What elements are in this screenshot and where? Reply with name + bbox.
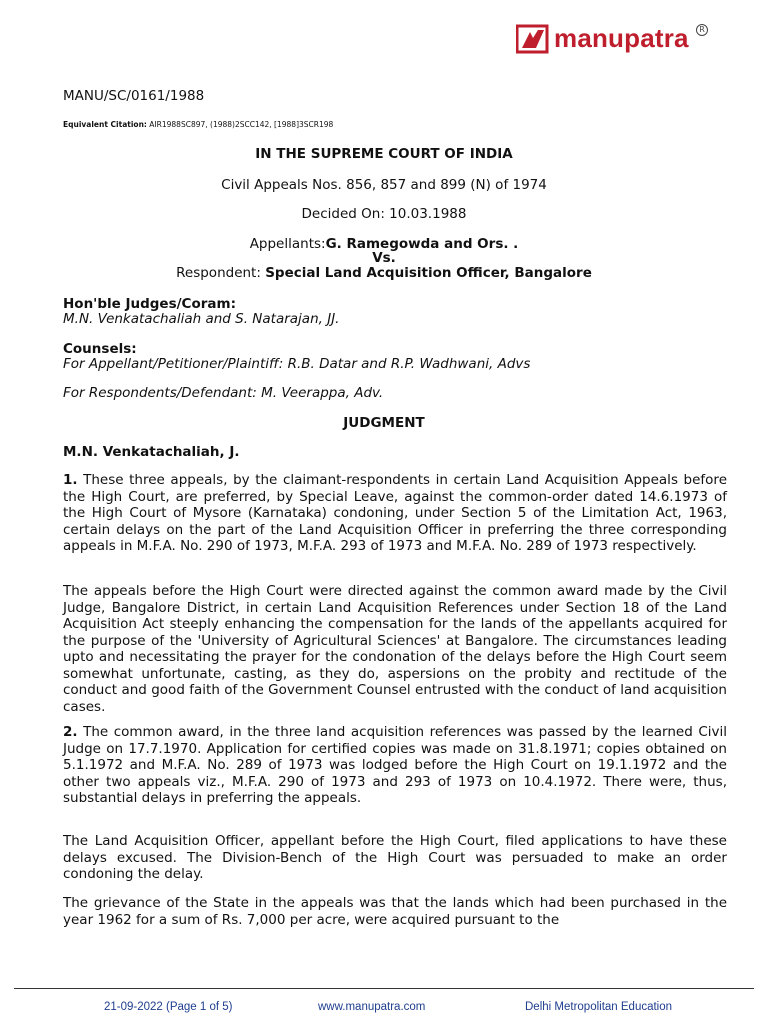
paragraph-text: The appeals before the High Court were directed against the common award made by the Civil Judge, Bangalore District, in certain Land Acquisition References under Section 18 of the Land Acquisition Act steeply enhancing the compensation for the lands of the appellants acquired for the purpose of the 'University of Agricultural Sciences' at Bangalore. The circumstances leading upto and necessitating the prayer for the condonation of the delays before the High Court seem somewhat unfortunate, casting, as they do, aspersions on the probity and rectitude of the conduct and good faith of the Government Counsel entrusted with the conduct of land acquisition cases. [63, 583, 727, 715]
manupatra-logo [516, 22, 711, 62]
paragraph-3 [63, 724, 727, 807]
appellants-name: G. Ramegowda and Ors. . [325, 236, 519, 252]
footer-date-page: 21-09-2022 (Page 1 of 5) [104, 1001, 233, 1013]
respondent-label: Respondent: [176, 265, 266, 281]
judgment-heading: JUDGMENT [343, 415, 425, 431]
paragraph-text: The common award, in the three land acquisition references was passed by the learned Civil Judge on 17.7.1970. Application for certified copies was made on 31.8.1971; copies obtained on 5.1.1972 and M.F.A. No. 289 of 1973 was lodged before the High Court on 19.1.1972 and the other two appeals viz., M.F.A. 290 of 1973 and 293 of 1973 on 10.4.1972. There were, thus, substantial delays in preferring the appeals. [63, 724, 727, 806]
footer-url[interactable]: www.manupatra.com [318, 1001, 426, 1013]
appellants-label: Appellants: [249, 236, 326, 252]
manu-citation: MANU/SC/0161/1988 [63, 88, 205, 104]
paragraph-2 [63, 583, 727, 715]
judges-names: M.N. Venkatachaliah and S. Natarajan, JJ. [63, 311, 340, 327]
judgment-author: M.N. Venkatachaliah, J. [63, 444, 240, 460]
paragraph-5 [63, 895, 727, 928]
brand-name: manupatra [554, 23, 689, 53]
equivalent-citation-value: AIR1988SC897, (1988)2SCC142, [1988]3SCR198 [146, 120, 334, 129]
counsels-heading: Counsels: [63, 341, 137, 357]
manupatra-logo-mark-icon [516, 24, 550, 54]
paragraph-4 [63, 833, 727, 883]
paragraph-number: 2. [63, 724, 78, 740]
judges-heading: Hon'ble Judges/Coram: [63, 296, 236, 312]
footer-organization: Delhi Metropolitan Education [525, 1001, 673, 1013]
paragraph-1 [63, 472, 727, 555]
respondent-line [0, 265, 768, 281]
counsel-appellant: For Appellant/Petitioner/Plaintiff: R.B. Datar and R.P. Wadhwani, Advs [63, 356, 531, 372]
footer-divider [14, 988, 754, 989]
equivalent-citation-label: Equivalent Citation: [63, 120, 147, 129]
paragraph-text: The Land Acquisition Officer, appellant before the High Court, filed applications to have these delays excused. The Division-Bench of the High Court was persuaded to make an order condoning the delay. [63, 833, 727, 882]
equivalent-citation [63, 120, 333, 129]
decided-on: Decided On: 10.03.1988 [301, 206, 467, 222]
paragraph-text: The grievance of the State in the appeals was that the lands which had been purchased in the year 1962 for a sum of Rs. 7,000 per acre, were acquired pursuant to the [63, 895, 727, 928]
versus: Vs. [372, 250, 396, 266]
registered-mark: R [696, 24, 708, 36]
appeal-numbers: Civil Appeals Nos. 856, 857 and 899 (N) of 1974 [221, 177, 547, 193]
counsel-respondent: For Respondents/Defendant: M. Veerappa, Adv. [63, 385, 384, 401]
court-name: IN THE SUPREME COURT OF INDIA [255, 146, 513, 162]
paragraph-number: 1. [63, 472, 78, 488]
respondent-name: Special Land Acquisition Officer, Bangalore [265, 265, 592, 281]
paragraph-text: These three appeals, by the claimant-respondents in certain Land Acquisition Appeals before the High Court, are preferred, by Special Leave, against the common-order dated 14.6.1973 of the High Court of Mysore (Karnataka) condoning, under Section 5 of the Limitation Act, 1963, certain delays on the part of the Land Acquisition Officer in preferring the three corresponding appeals in M.F.A. No. 290 of 1973, M.F.A. 293 of 1973 and M.F.A. No. 289 of 1973 respectively. [63, 472, 727, 554]
